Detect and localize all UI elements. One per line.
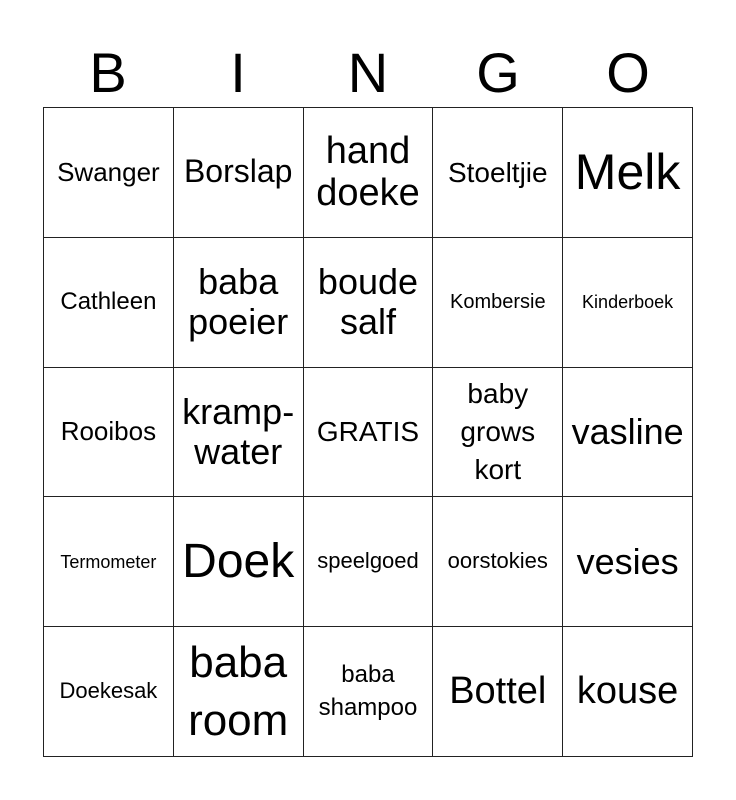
cell-text: baba poeier <box>188 260 289 343</box>
bingo-cell[interactable] <box>44 627 174 757</box>
header-letter-g: G <box>476 41 520 104</box>
header-letter-b: B <box>89 41 127 104</box>
bingo-cell[interactable] <box>433 627 563 757</box>
cell-text: Cathleen <box>60 287 157 315</box>
cell-text: boude salf <box>317 260 419 343</box>
bingo-header <box>43 40 693 106</box>
cell-text: Stoeltjie <box>447 156 548 188</box>
cell-text: Melk <box>574 144 681 201</box>
cell-text: Doekesak <box>59 678 158 704</box>
bingo-cell[interactable] <box>433 368 563 498</box>
cell-text: vasline <box>571 410 684 452</box>
cell-text: Bottel <box>449 670 547 713</box>
cell-text: GRATIS <box>316 416 420 448</box>
bingo-cell[interactable] <box>563 368 693 498</box>
bingo-cell[interactable] <box>563 108 693 238</box>
header-letter-i: I <box>230 41 246 104</box>
cell-text: Kombersie <box>449 291 546 313</box>
cell-text: Swanger <box>57 156 160 187</box>
cell-text: Kinderboek <box>582 292 674 313</box>
bingo-cell[interactable] <box>44 497 174 627</box>
bingo-cell[interactable] <box>174 627 304 757</box>
bingo-cell[interactable] <box>433 497 563 627</box>
header-letter-o: O <box>606 41 650 104</box>
bingo-cell[interactable] <box>563 627 693 757</box>
bingo-cell[interactable] <box>304 497 434 627</box>
bingo-cell[interactable] <box>304 627 434 757</box>
bingo-cell[interactable] <box>44 368 174 498</box>
bingo-cell[interactable] <box>304 368 434 498</box>
bingo-cell[interactable] <box>433 108 563 238</box>
cell-text: baby grows kort <box>460 378 536 485</box>
bingo-cell[interactable] <box>304 238 434 368</box>
cell-text: baba room <box>188 638 289 745</box>
cell-text: Termometer <box>60 551 157 572</box>
bingo-cell[interactable] <box>174 108 304 238</box>
cell-text: Rooibos <box>60 416 157 447</box>
cell-text: baba shampoo <box>318 661 418 721</box>
bingo-cell[interactable] <box>44 238 174 368</box>
bingo-cell[interactable] <box>563 238 693 368</box>
bingo-cell[interactable] <box>44 108 174 238</box>
bingo-cell[interactable] <box>563 497 693 627</box>
cell-text: hand doeke <box>316 129 420 215</box>
bingo-board <box>43 107 693 757</box>
bingo-cell[interactable] <box>174 368 304 498</box>
cell-text: oorstokies <box>447 548 548 574</box>
bingo-cell[interactable] <box>433 238 563 368</box>
cell-text: kouse <box>576 670 679 713</box>
cell-text: Doek <box>182 534 295 588</box>
bingo-cell[interactable] <box>174 497 304 627</box>
cell-text: vesies <box>576 540 679 582</box>
bingo-cell[interactable] <box>304 108 434 238</box>
cell-text: speelgoed <box>317 548 419 574</box>
bingo-cell[interactable] <box>174 238 304 368</box>
cell-text: kramp-water <box>182 390 295 472</box>
header-letter-n: N <box>347 41 389 104</box>
cell-text: Borslap <box>183 153 293 190</box>
